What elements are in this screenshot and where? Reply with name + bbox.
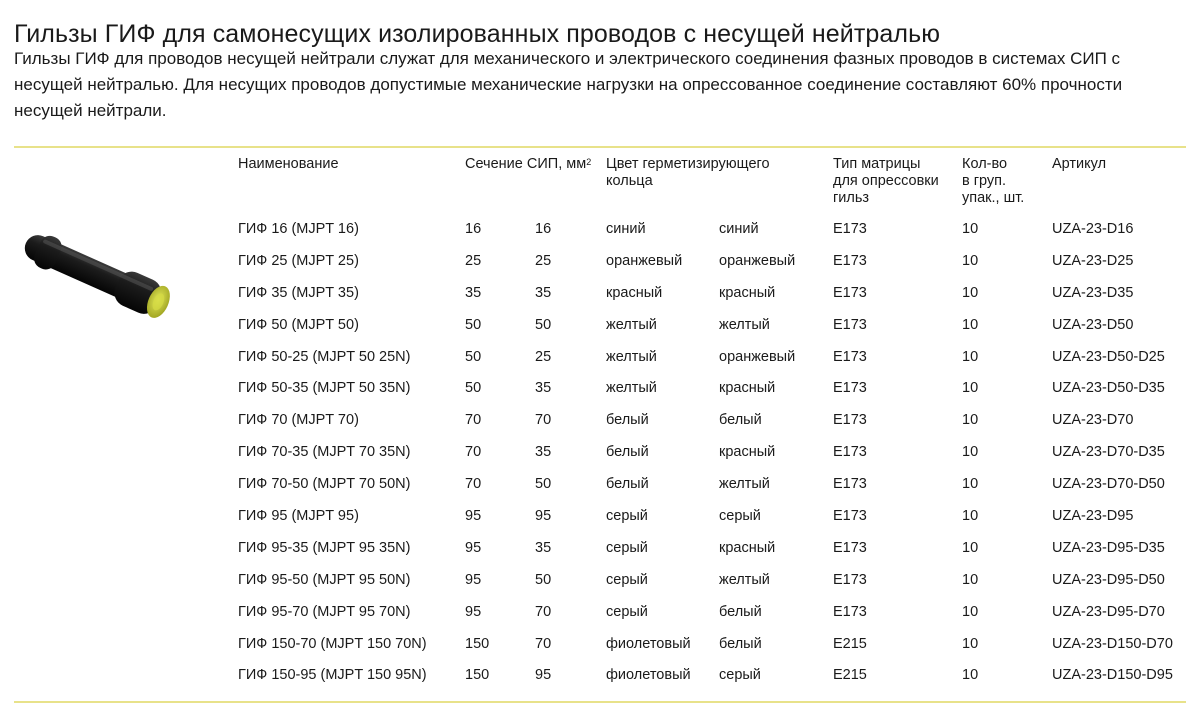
cell-color-2: оранжевый (719, 252, 796, 269)
table-row (0, 437, 1193, 469)
cell-color-2: серый (719, 508, 761, 525)
table-row (0, 405, 1193, 437)
cell-qty: 10 (962, 667, 979, 684)
cell-section-phase: 95 (465, 603, 482, 620)
cell-color-1: белый (606, 412, 649, 429)
cell-color-2: желтый (719, 476, 770, 493)
top-divider (14, 146, 1186, 148)
table-row (0, 629, 1193, 661)
cell-name: ГИФ 70-35 (MJPT 70 35N) (238, 444, 411, 461)
cell-color-2: красный (719, 284, 776, 301)
cell-section-phase: 25 (465, 252, 482, 269)
cell-color-2: красный (719, 539, 776, 556)
table-row (0, 469, 1193, 501)
cell-color-1: синий (606, 221, 646, 237)
table-row (0, 597, 1193, 629)
cell-qty: 10 (962, 508, 979, 525)
cell-section-phase: 70 (465, 444, 482, 461)
cell-name: ГИФ 95-35 (MJPT 95 35N) (238, 539, 411, 556)
cell-section-phase: 50 (465, 348, 482, 365)
table-row (0, 660, 1193, 692)
cell-name: ГИФ 150-95 (MJPT 150 95N) (238, 667, 427, 684)
cell-color-1: белый (606, 444, 649, 461)
cell-color-1: желтый (606, 348, 657, 365)
table-row (0, 310, 1193, 342)
cell-name: ГИФ 50-35 (MJPT 50 35N) (238, 380, 411, 397)
cell-die: E173 (833, 603, 867, 620)
table-row (0, 501, 1193, 533)
cell-color-1: желтый (606, 380, 657, 397)
cell-color-2: красный (719, 444, 776, 461)
cell-die: E215 (833, 667, 867, 684)
cell-name: ГИФ 16 (MJPT 16) (238, 221, 359, 237)
cell-section-neutral: 70 (535, 412, 552, 429)
cell-qty: 10 (962, 635, 979, 652)
cell-die: E173 (833, 380, 867, 397)
cell-name: ГИФ 95-70 (MJPT 95 70N) (238, 603, 411, 620)
product-table (0, 214, 1193, 692)
cell-qty: 10 (962, 603, 979, 620)
cell-section-neutral: 50 (535, 476, 552, 493)
cell-name: ГИФ 95 (MJPT 95) (238, 508, 359, 525)
cell-section-neutral: 35 (535, 284, 552, 301)
cell-die: E215 (833, 635, 867, 652)
table-row (0, 214, 1193, 246)
cell-section-phase: 95 (465, 508, 482, 525)
cell-article: UZA-23-D95-D50 (1052, 571, 1165, 588)
cell-die: E173 (833, 221, 867, 237)
table-row (0, 342, 1193, 374)
cell-color-1: белый (606, 476, 649, 493)
table-row (0, 565, 1193, 597)
cell-section-neutral: 70 (535, 603, 552, 620)
cell-color-2: желтый (719, 571, 770, 588)
header-quantity: Кол-во в груп. упак., шт. (962, 156, 1025, 206)
cell-section-neutral: 25 (535, 348, 552, 365)
cell-article: UZA-23-D95-D35 (1052, 539, 1165, 556)
cell-name: ГИФ 95-50 (MJPT 95 50N) (238, 571, 411, 588)
cell-color-2: белый (719, 635, 762, 652)
header-seal-color: Цвет герметизирующего кольца (606, 156, 770, 189)
cell-color-1: серый (606, 539, 648, 556)
cell-name: ГИФ 35 (MJPT 35) (238, 284, 359, 301)
intro-paragraph: Гильзы ГИФ для проводов несущей нейтрали служат для механического и электрического соединения фазных проводов в системах СИП с несущей нейтралью. Для несущих проводов допустимые механические нагрузки на опрессованное соединение составляют 60% прочности несущей нейтрали. (14, 49, 1123, 120)
cell-article: UZA-23-D95-D70 (1052, 603, 1165, 620)
cell-section-neutral: 35 (535, 444, 552, 461)
cell-color-2: желтый (719, 316, 770, 333)
cell-die: E173 (833, 508, 867, 525)
cell-section-phase: 150 (465, 667, 490, 684)
table-row (0, 373, 1193, 405)
cell-section-neutral: 35 (535, 539, 552, 556)
cell-section-phase: 16 (465, 221, 482, 237)
cell-die: E173 (833, 476, 867, 493)
cell-die: E173 (833, 444, 867, 461)
cell-section-neutral: 70 (535, 635, 552, 652)
cell-section-neutral: 95 (535, 667, 552, 684)
cell-article: UZA-23-D25 (1052, 252, 1134, 269)
cell-color-2: красный (719, 380, 776, 397)
cell-die: E173 (833, 412, 867, 429)
cell-color-1: серый (606, 508, 648, 525)
cell-color-1: фиолетовый (606, 635, 691, 652)
cell-section-phase: 150 (465, 635, 490, 652)
cell-qty: 10 (962, 221, 979, 237)
cell-section-phase: 50 (465, 380, 482, 397)
cell-die: E173 (833, 539, 867, 556)
header-name: Наименование (238, 156, 339, 172)
cell-section-phase: 70 (465, 412, 482, 429)
header-section-sup: 2 (586, 157, 592, 167)
cell-qty: 10 (962, 284, 979, 301)
cell-article: UZA-23-D35 (1052, 284, 1134, 301)
cell-color-2: оранжевый (719, 348, 796, 365)
cell-qty: 10 (962, 316, 979, 333)
cell-color-2: серый (719, 667, 761, 684)
page-title: Гильзы ГИФ для самонесущих изолированных проводов с несущей нейтралью (14, 19, 941, 48)
cell-qty: 10 (962, 380, 979, 397)
cell-name: ГИФ 70-50 (MJPT 70 50N) (238, 476, 411, 493)
cell-qty: 10 (962, 348, 979, 365)
cell-name: ГИФ 50 (MJPT 50) (238, 316, 359, 333)
cell-section-neutral: 95 (535, 508, 552, 525)
header-section: Сечение СИП, $мм^2$ (465, 156, 592, 172)
cell-die: E173 (833, 252, 867, 269)
cell-color-1: фиолетовый (606, 667, 691, 684)
cell-color-1: желтый (606, 316, 657, 333)
cell-section-phase: 95 (465, 539, 482, 556)
bottom-divider (14, 701, 1186, 703)
cell-article: UZA-23-D70-D35 (1052, 444, 1165, 461)
cell-section-phase: 50 (465, 316, 482, 333)
cell-article: UZA-23-D50-D25 (1052, 348, 1165, 365)
cell-die: E173 (833, 348, 867, 365)
cell-article: UZA-23-D50 (1052, 316, 1134, 333)
cell-article: UZA-23-D50-D35 (1052, 380, 1165, 397)
cell-section-neutral: 35 (535, 380, 552, 397)
cell-color-1: оранжевый (606, 252, 683, 269)
table-row (0, 246, 1193, 278)
cell-article: UZA-23-D70 (1052, 412, 1134, 429)
cell-article: UZA-23-D70-D50 (1052, 476, 1165, 493)
cell-section-neutral: 25 (535, 252, 552, 269)
cell-qty: 10 (962, 444, 979, 461)
cell-color-1: красный (606, 284, 663, 301)
table-row (0, 278, 1193, 310)
cell-die: E173 (833, 284, 867, 301)
cell-color-2: белый (719, 412, 762, 429)
cell-qty: 10 (962, 252, 979, 269)
table-row (0, 533, 1193, 565)
cell-color-2: синий (719, 221, 759, 237)
cell-article: UZA-23-D95 (1052, 508, 1134, 525)
cell-section-phase: 35 (465, 284, 482, 301)
cell-section-phase: 70 (465, 476, 482, 493)
cell-section-neutral: 50 (535, 316, 552, 333)
header-article: Артикул (1052, 156, 1107, 172)
cell-color-1: серый (606, 603, 648, 620)
cell-qty: 10 (962, 476, 979, 493)
cell-name: ГИФ 150-70 (MJPT 150 70N) (238, 635, 427, 652)
cell-name: ГИФ 25 (MJPT 25) (238, 252, 359, 269)
cell-die: E173 (833, 316, 867, 333)
cell-name: ГИФ 50-25 (MJPT 50 25N) (238, 348, 411, 365)
cell-color-2: белый (719, 603, 762, 620)
cell-qty: 10 (962, 571, 979, 588)
cell-qty: 10 (962, 539, 979, 556)
cell-die: E173 (833, 571, 867, 588)
cell-name: ГИФ 70 (MJPT 70) (238, 412, 359, 429)
cell-section-neutral: 16 (535, 221, 552, 237)
cell-qty: 10 (962, 412, 979, 429)
cell-article: UZA-23-D16 (1052, 221, 1134, 237)
cell-section-neutral: 50 (535, 571, 552, 588)
cell-color-1: серый (606, 571, 648, 588)
cell-section-phase: 95 (465, 571, 482, 588)
cell-article: UZA-23-D150-D70 (1052, 635, 1173, 652)
header-die-type: Тип матрицы для опрессовки гильз (833, 156, 939, 206)
cell-article: UZA-23-D150-D95 (1052, 667, 1173, 684)
